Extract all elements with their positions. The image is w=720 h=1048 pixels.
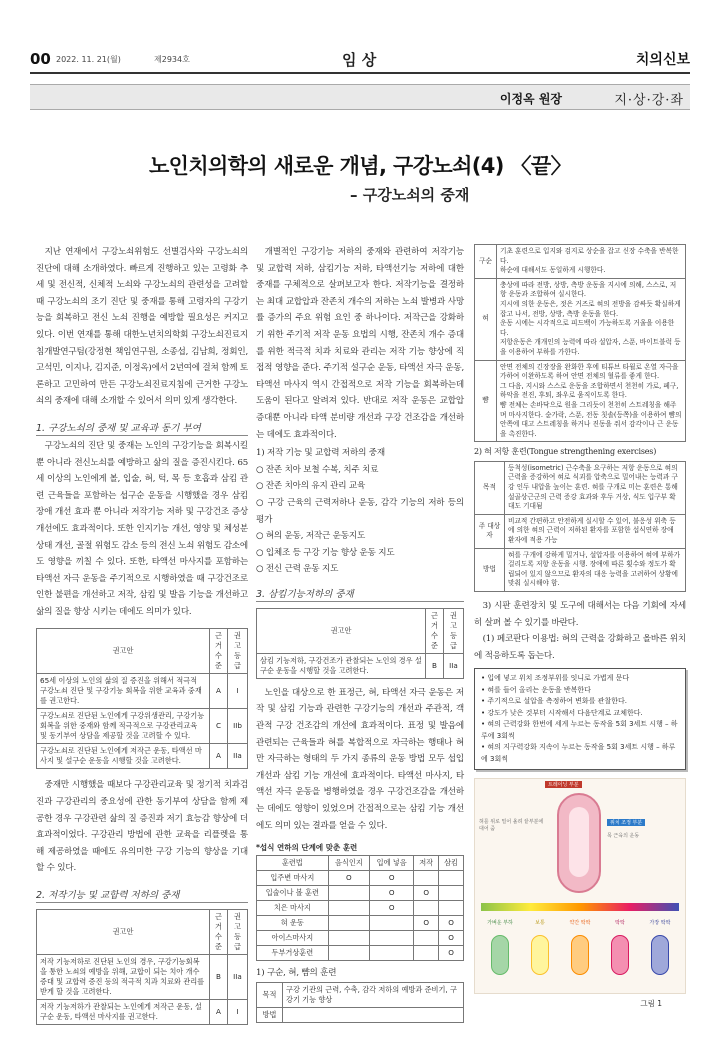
cell: A	[210, 744, 228, 769]
cell: 저작 기능저하가 관찰되는 노인에게 저작근 운동, 설구순 운동, 타액선 마사지를 권고한다.	[37, 1000, 210, 1025]
cell	[439, 886, 464, 901]
th: 저작	[414, 856, 439, 871]
cell: 구강노쇠로 진단된 노인에게 구강위생관리, 구강기능 회복을 위한 중재와 함께 적극적으로 구강관리교육 및 동기부여 상담을 제공할 것을 고려할 수 있다.	[37, 709, 210, 744]
cell: 치은 마사지	[257, 901, 329, 916]
th: 권고안	[257, 608, 426, 653]
header-section: 임 상	[342, 51, 377, 69]
article-subtitle: – 구강노쇠의 중재	[350, 186, 470, 204]
swallow-paragraph: 노인을 대상으로 한 표정근, 혀, 타액선 자극 운동은 저작 및 삼킴 기능과 관련한 구강기능의 개선과 주관적, 객관적 구강 건조감의 개선에 효과적이다. 표정 및 발음에 관련되는 근육들과 혀를 복합적으로 자극하는 행태나 혀만 자극하는 형태의 두 가지 종류의 운동 방법 모두 섭입 개선과 삼킴 기능 개선에 효과적이다. 타액선 마사지, 타액선 자극 운동을 병행하였을 경우 구강건조감을 개선하는 데에도 영향이 있었으며 간접적으로는 삼킴 기능 개선에도 의미 있는 결과를 얻을 수 있다.	[256, 687, 464, 831]
cell	[328, 946, 369, 961]
column-name: 지·상·강·좌	[614, 93, 684, 108]
device-green	[491, 935, 509, 975]
cell: O	[370, 886, 414, 901]
cell: 주 대상자	[475, 514, 505, 548]
intro-paragraph: 지난 연재에서 구강노쇠위험도 선별검사와 구강노쇠의 진단에 대해 소개하였다. 빠르게 진행하고 있는 고령화 추세 및 전신적, 신체적 노쇠와 구강노쇠의 관련성을 고려할 때 구강노쇠의 조기 진단 및 중재를 통해 고령자의 구강기능을 회복하고 전신 노쇠 진행을 예방할 필요성은 커지고 있다. 이번 연재를 통해 대한노년치의학회 구강노쇠진료지침개발연구팀(강정현 책임연구원, 소종섭, 김남희, 정회인, 고석민, 이지나, 김지준, 이정옥)에서 2년여에 걸쳐 함께 토론하고 고민하여 만든 구강노쇠진료지침에 근거한 구강노쇠의 중재에 대해 소개할 수 있어서 의미 있게 생각한다.	[36, 247, 248, 407]
cell: 입술이나 볼 훈련	[257, 886, 329, 901]
cell: 방법	[475, 548, 505, 591]
column-3	[474, 244, 686, 1009]
cell: O	[414, 916, 439, 931]
list-item: ○ 혀의 운동, 저작근 운동지도	[256, 531, 366, 542]
list-item: • 혀의 근력강화 한번에 세게 누르는 동작을 5회 3세트 시행 – 하루에 3회씩	[481, 720, 678, 740]
level-label: 보통	[535, 920, 545, 927]
th: 근거 수준	[210, 629, 228, 674]
th: 권고안	[37, 629, 210, 674]
cell: O	[370, 901, 414, 916]
th: 권고 등급	[228, 910, 248, 955]
cell	[328, 886, 369, 901]
figure-caption: 그림 1	[640, 999, 662, 1009]
pecopanda-paragraph: (1) 페코판다 이용법: 혀의 근력을 강화하고 올바른 위치에 적응하도록 돕는다.	[474, 634, 686, 661]
cell: 구강노쇠로 진단된 노인에게 저작근 운동, 타액선 마사지 및 설구순 운동을 시행할 것을 고려한다.	[37, 744, 210, 769]
level-label: 가장 딱딱	[649, 920, 671, 927]
cell: IIb	[228, 709, 248, 744]
cell: 비교적 간편하고 안전하게 실시할 수 있어, 불응성 위축 등에 의한 혀의 근력이 저하된 환자를 포함한 섭식연하 장애 환자에 적용 가능	[505, 514, 686, 548]
th: 근거 수준	[210, 910, 228, 955]
cell: O	[439, 946, 464, 961]
cell: 등척성(isometric) 근수축을 요구하는 저항 운동으로 혀의 근력을 증강하여 혀로 식괴를 압축으로 밀어내는 능력과 구강 인두 내압을 높이는 훈련. 혀를 구개로 미는 훈련은 통해 설골상근군의 근력 증강 효과와 후두 거상, 식도 입구부 확대도 기대됨	[505, 461, 686, 514]
cell: 충상에 따라 전방, 상방, 측방 운동을 지시에 의해, 스스로, 저항 운동과 조합하여 실시한다. 지시에 의한 운동은, 젓은 거즈로 혀의 전방을 감싸듯 확실하게 잡고 나서, 전방, 상방, 측방 운동을 한다. 운동 시에는 시각적으로 피드백이 가능하도록 거울을 이용한다. 저항운동은 개개인의 능력에 따라 설압자, 스푼, 바이트블럭 등을 이용하여 부하를 가한다.	[497, 278, 686, 360]
column-1	[36, 244, 248, 1025]
header-issue: 제2934호	[154, 55, 190, 64]
cell: 목적	[257, 982, 283, 1007]
cell: 혀를 구개에 강하게 밀거나, 설압자를 이용하여 혀에 부하가 걸리도록 저항 운동을 시행. 장애에 따른 횟수와 정도가 확립되어 있지 않으므로 환자의 대응 능력을 고려하여 상황에 맞춰 실시해야 함.	[505, 548, 686, 591]
section-1-heading: 1. 구강노쇠의 중재 및 교육과 동기 부여	[36, 420, 248, 436]
list-item: • 주기적으로 설압을 측정하여 변화를 관찰한다.	[481, 697, 627, 706]
table-recommendation-3	[256, 608, 464, 679]
list-item: • 입에 넣고 위치 조정부위를 잇니로 가볍게 문다	[481, 674, 630, 683]
cell	[414, 931, 439, 946]
level-label: 약간 딱딱	[569, 920, 591, 927]
cell: IIa	[228, 955, 248, 1000]
list-item: ○ 전신 근력 운동 지도	[256, 564, 339, 575]
list-item: ○ 구강 근육의 근력저하나 운동, 감각 기능의 저하 등의 평가	[256, 497, 464, 525]
device-orange	[571, 935, 589, 975]
cell: 구순	[475, 245, 497, 279]
cell: 두부거상훈련	[257, 946, 329, 961]
cell: I	[228, 1000, 248, 1025]
table-title: *섭식 연하의 단계에 맞춘 훈련	[256, 843, 358, 853]
th: 권고안	[37, 910, 210, 955]
list-item: ○ 잔존 치아 보철 수복, 치주 치료	[256, 464, 379, 475]
author-name: 이정옥 원장	[499, 92, 562, 106]
cell: A	[210, 674, 228, 709]
cell	[414, 946, 439, 961]
cell: 입주변 마사지	[257, 871, 329, 886]
cell	[439, 871, 464, 886]
cell: 목적	[475, 461, 505, 514]
cell: 기초 훈련으로 입지와 검지로 상순을 잡고 신장 수축을 반복한다. 하순에 대해서도 동일하게 시행한다.	[497, 245, 686, 279]
cell: O	[439, 931, 464, 946]
th: 권고 등급	[228, 629, 248, 674]
cell	[328, 901, 369, 916]
th: 훈련법	[257, 856, 329, 871]
section-2-heading: 2. 저작기능 및 교합력 저하의 중재	[36, 887, 248, 903]
figure-note: 목 근육의 운동	[607, 833, 640, 840]
cell: A	[210, 1000, 228, 1025]
education-paragraph: 중재만 시행했을 때보다 구강관리교육 및 정기적 치과검진과 구강관리의 중요성에 관한 동기부여 상담을 함께 제공한 경우 구강관련 삶의 질 증진과 저기 효능감 향상에 더 효과적이었다. 구강관리 방법에 관한 교육을 리플렛을 통해 제공하였을 때에도 유의미한 구강 기능의 향상을 기대할 수 있다.	[36, 780, 248, 874]
cell: O	[328, 871, 369, 886]
cell: O	[414, 886, 439, 901]
column-banner	[30, 84, 690, 110]
cell: I	[228, 674, 248, 709]
cell: IIa	[228, 744, 248, 769]
cell	[370, 931, 414, 946]
cell: 혀	[475, 278, 497, 360]
cell: C	[210, 709, 228, 744]
cell	[414, 901, 439, 916]
column-2	[256, 244, 464, 1023]
th: 음식인지	[328, 856, 369, 871]
table-tongue-resistance	[474, 461, 686, 592]
list-item: • 혀의 지구력강화 지속이 누르는 동작을 5회 3세트 시행 – 하루에 3회씩	[481, 743, 676, 763]
cell: 구강 기관의 근력, 수축, 감각 저하의 예방과 준비기, 구강기 기능 향상	[283, 982, 464, 1007]
list-item: 1) 저작 기능 및 교합력 저하의 중재	[256, 448, 385, 459]
device-pink	[611, 935, 629, 975]
list-item: • 강도가 낮은 것부터 시작해서 다음단계로 교체한다.	[481, 708, 643, 717]
header-brand: 치의신보	[635, 52, 690, 68]
figure-label: 트레이닝 부분	[545, 781, 582, 788]
table-training-stages	[256, 855, 464, 961]
cell: 안면 전체의 긴장장을 완화한 후에 티튜브 타월로 온열 자극을 가하여 이완하도록 하여 안면 전체의 혈류를 좋게 한다. 그 다음, 지시와 스스로 운동을 조합하면서 천천히 가로, 페구, 하악을 전진, 후퇴, 좌우로 움직이도록 한다. 뺨 전체는 손바닥으로 원을 그리듯이 천천히 스트레칭을 해주며 마사지한다. 숟가락, 스푼, 전동 칫솔(등쪽)을 이용하여 뺨의 안쪽에 대고 스트레칭을 하거나 진동을 줘서 감각이나 근 운동을 촉진한다.	[497, 360, 686, 442]
cell	[439, 901, 464, 916]
subheading-tongue-resistance: 2) 혀 저항 훈련(Tongue strengthening exercises)	[474, 447, 657, 457]
cell: 저작 기능저하로 진단된 노인의 경우, 구강기능회복을 통한 노쇠의 예방을 위해, 교합이 되는 치아 개수 증대 및 교합력 증진 등의 적극적 치과 치료와 관리를 받게 할 것을 고려한다.	[37, 955, 210, 1000]
cell: IIa	[444, 653, 464, 678]
header-date: 2022. 11. 21(월)	[56, 55, 121, 64]
cell: O	[370, 871, 414, 886]
th: 삼킴	[439, 856, 464, 871]
cell: B	[426, 653, 444, 678]
cell	[370, 916, 414, 931]
table-method	[474, 244, 686, 442]
figure-note: 혀를 위로 밀어 올려 끝부분에 대어 줌	[479, 819, 544, 833]
th: 권고 등급	[444, 608, 464, 653]
cell: 혀 운동	[257, 916, 329, 931]
cell: 아이스마사지	[257, 931, 329, 946]
cell	[414, 871, 439, 886]
level-label: 가벼운 부하	[487, 920, 513, 927]
table-lip-training	[256, 982, 464, 1023]
subheading-lip-tongue-cheek: 1) 구순, 혀, 뺨의 훈련	[256, 968, 337, 979]
th: 근거 수준	[426, 608, 444, 653]
section-3-heading: 3. 삼킴기능저하의 중재	[256, 586, 464, 602]
strength-bar	[481, 903, 679, 911]
device-paragraph: 3) 시판 훈련장치 및 도구에 대해서는 다음 기회에 자세히 살펴 볼 수 있기를 바란다.	[474, 601, 686, 628]
cell: 방법	[257, 1007, 283, 1022]
page-number: 00	[30, 50, 51, 68]
cell: 삼킴 기능저하, 구강건조가 관찰되는 노인의 경우 설구순 운동을 시행할 것을 고려한다.	[257, 653, 426, 678]
th: 입에 넣음	[370, 856, 414, 871]
device-yellow	[531, 935, 549, 975]
page-header	[30, 46, 690, 74]
cell	[370, 946, 414, 961]
list-item: ○ 잔존 치아의 유지 관리 교육	[256, 481, 366, 492]
usage-box	[474, 668, 686, 770]
cell: O	[439, 916, 464, 931]
device-inner	[569, 807, 589, 877]
cell: 65세 이상의 노인의 삶의 질 증진을 위해서 적극적 구강노쇠 진단 및 구강기능 회복을 위한 교육과 중재를 권고한다.	[37, 674, 210, 709]
table-recommendation-2	[36, 909, 248, 1025]
intervention-list	[256, 445, 464, 578]
device-blue	[651, 935, 669, 975]
intervention-paragraph: 개별적인 구강기능 저하의 중재와 관련하여 저작기능 및 교합력 저하, 삼킴기능 저하, 타액선기능 저하에 대한 중재를 구체적으로 살펴보고자 한다. 저작기능을 결정하는 최대 교합압과 잔존치 개수의 저하는 노쇠 발병과 사망률 증가의 주요 위험 요인 중 하나이다. 저작근을 강화하기 위한 주기적 저작 운동 요법의 시행, 잔존치 개수 증대를 위한 적극적 치과 치료와 관리는 저작 기능 향상에 직접적 영향을 준다. 주기적 설구순 운동, 타액선 자극 운동, 타액선 마사지 역시 간접적으로 저작 기능을 회복하는데 도움이 된다고 알려져 있다. 반대로 저작 운동은 교합압 증대뿐 아니라 타액 분비량 개선과 구강 건조감을 개선하는 데에도 효과적이다.	[256, 247, 464, 440]
article-title: 노인치의학의 새로운 개념, 구강노쇠(4) 〈끝〉	[148, 154, 571, 178]
cell	[283, 1007, 464, 1022]
cell: B	[210, 955, 228, 1000]
figure-pecopanda	[474, 778, 686, 994]
level-label: 딱딱	[615, 920, 625, 927]
table-recommendation-1	[36, 628, 248, 769]
cell: 뺨	[475, 360, 497, 442]
list-item: ○ 입체조 등 구강 기능 향상 운동 지도	[256, 547, 395, 558]
figure-label: 위치 조정 부분	[607, 819, 645, 826]
section-1-paragraph: 구강노쇠의 진단 및 중재는 노인의 구강기능을 회복시킬 뿐 아니라 전신노쇠를 예방하고 삶의 질을 증진시킨다. 65세 이상의 노인에게 볼, 입술, 혀, 턱, 목 등 호흡과 삼킴 관련 근육들을 포함하는 섭구순 운동을 시행했을 경우 삼킴장애 개선 효과 뿐 아니라 저작기능 저하 및 구강건조 증상 개선에도 효과적이다. 또한 인지기능 개선, 영양 및 체성분 상태 개선, 골절 위험도 감소 등의 전신 노쇠 위험도 감소에도 영향을 끼칠 수 있다. 또한, 타액선 마사지를 포함하는 타액선 자극 운동을 주기적으로 시행하였을 때 구강건조로 인한 불편을 개선하고 저작, 삼킴 및 발음 기능을 개선하고 삶의 질을 향상 시키는 데에도 의미가 있다.	[36, 440, 248, 617]
cell	[328, 916, 369, 931]
list-item: • 혀를 들어 올리는 운동을 반복한다	[481, 685, 591, 694]
cell	[328, 931, 369, 946]
